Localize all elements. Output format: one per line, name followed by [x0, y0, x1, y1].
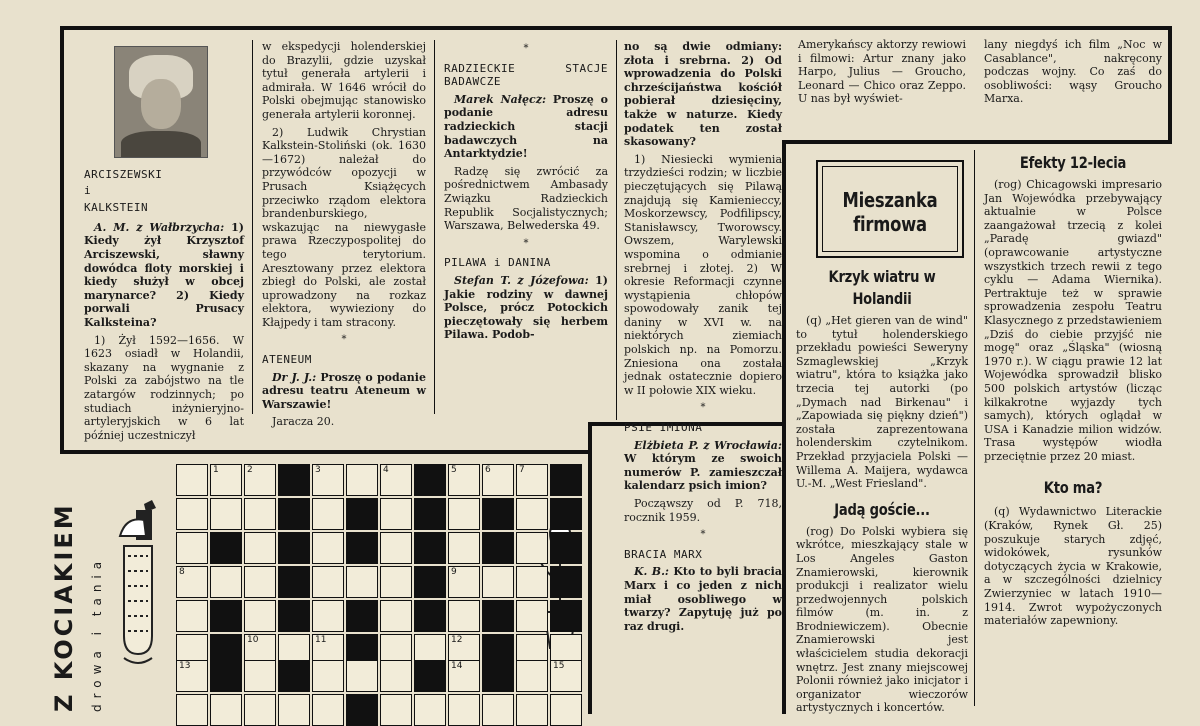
crossword-cell[interactable] — [448, 600, 480, 632]
portrait-shoulders — [121, 131, 201, 158]
answer-text: Począwszy od P. 718, rocznik 1959. — [624, 497, 782, 524]
crossword-subtitle: drowa i tania — [90, 555, 104, 712]
crossword-cell[interactable] — [244, 600, 276, 632]
question-text: Proszę o podanie adresu radzieckich stacji badawczych na Antarktydzie! — [444, 92, 608, 161]
crossword-cell[interactable] — [346, 464, 378, 496]
crossword-cell[interactable] — [516, 464, 548, 496]
crossword-black-cell — [414, 498, 446, 530]
question-author: Marek Nałęcz: — [454, 92, 547, 106]
krzyk-title: Krzyk wiatru w Holandii — [828, 267, 936, 308]
crossword-cell[interactable] — [346, 566, 378, 598]
crossword-cell[interactable] — [278, 694, 310, 726]
crossword-cell[interactable] — [550, 694, 582, 726]
krzyk-text: (q) „Het gieren van de wind" to tytuł holenderskiego przekładu powieści Seweryny Szmaglewskiej „Krzyk wiatru", która to książka jako trzecia tej autorki (po „Dymach nad Birkenau" i „Zapowiada się piękny dzień") została zaprezentowana holenderskim czytelnikom. Przekład przyjaciela Polski — Willema A. Maijera, wydawca U.-M. „West Friesland". — [796, 314, 968, 491]
crossword-black-cell — [278, 600, 310, 632]
crossword-number: 5 — [451, 465, 457, 475]
krzyk-section — [796, 266, 968, 719]
portrait-face — [141, 79, 181, 129]
column-divider — [434, 40, 435, 414]
crossword-black-cell — [414, 660, 446, 692]
crossword-black-cell — [278, 660, 310, 692]
column-3 — [444, 40, 608, 346]
answer-text: 2) Ludwik Chrystian Kalkstein-Stoliński (ok. 1630—1672) należał do przywódców opozycji w Prusach Książęcych przeciwko rządom elektora brandenburskiego, wskazując na niewygasłe prawa Rzeczypospolitej do tego terytorium. Aresztowany przez elektora zbiegł do Polski, ale został uprowadzony na rozkaz elektora, wywieziony do Kłajpedy i tam stracony. — [262, 125, 426, 329]
crossword-cell[interactable] — [176, 566, 208, 598]
separator-star: * — [700, 402, 706, 414]
answer-text: Radzę się zwrócić za pośrednictwem Ambasady Związku Radzieckich Republik Socjalistycznych; Warszawa, Belwederska 49. — [444, 164, 608, 233]
crossword-cell[interactable] — [448, 498, 480, 530]
frame-box-top — [782, 140, 1172, 144]
crossword-cell[interactable] — [244, 566, 276, 598]
crossword-cell[interactable] — [380, 660, 412, 692]
crossword-cell[interactable] — [516, 660, 548, 692]
answer-text: Jaracza 20. — [272, 415, 335, 429]
crossword-black-cell — [278, 464, 310, 496]
crossword-cell[interactable] — [516, 498, 548, 530]
crossword-title: Z KOCIAKIEM — [50, 502, 78, 712]
crossword-cell[interactable] — [312, 464, 344, 496]
column-divider — [616, 40, 617, 420]
crossword-cell[interactable] — [312, 532, 344, 564]
crossword-cell[interactable] — [414, 694, 446, 726]
crossword-black-cell — [550, 532, 582, 564]
crossword-cell[interactable] — [210, 498, 242, 530]
crossword-number: 10 — [247, 635, 259, 645]
crossword-number: 3 — [315, 465, 321, 475]
crossword-cell[interactable] — [176, 694, 208, 726]
crossword-number: 12 — [451, 635, 463, 645]
crossword-black-cell — [414, 600, 446, 632]
question-author: Dr J. J.: — [272, 370, 317, 384]
crossword-cell[interactable] — [346, 660, 378, 692]
crossword-cell[interactable] — [482, 566, 514, 598]
crossword-cell[interactable] — [448, 464, 480, 496]
crossword-cell[interactable] — [176, 464, 208, 496]
crossword-cell[interactable] — [244, 660, 276, 692]
crossword-black-cell — [482, 532, 514, 564]
question-text: W którym ze swoich numerów P. zamieszczał kalendarz psich imion? — [624, 452, 782, 493]
separator-star: * — [523, 237, 529, 249]
question-text: Proszę o podanie adresu teatru Ateneum w Warszawie! — [262, 370, 426, 411]
crossword-side-title — [50, 462, 78, 712]
crossword-black-cell — [210, 600, 242, 632]
caption-line: KALKSTEIN — [84, 201, 149, 215]
crossword-black-cell — [414, 464, 446, 496]
crossword-side-sub — [86, 512, 105, 712]
efekty-title: Efekty 12-lecia — [1019, 153, 1127, 172]
mieszanka-box — [816, 160, 964, 258]
crossword-cell[interactable] — [448, 566, 480, 598]
question-text: 1) Kiedy żył Krzysztof Arciszewski, sławny dowódca floty morskiej i kiedy służył w obcej marynarce? 2) Kiedy porwali Prusacy Kalksteina? — [84, 220, 244, 329]
separator-star: * — [700, 529, 706, 541]
column-4 — [624, 40, 782, 637]
section-heading: BRACIA MARX — [624, 547, 703, 561]
column-5 — [798, 38, 966, 110]
crossword-black-cell — [346, 498, 378, 530]
column-2 — [262, 40, 426, 433]
crossword-cell[interactable] — [176, 532, 208, 564]
crossword-cell[interactable] — [380, 694, 412, 726]
crossword-number: 11 — [315, 635, 327, 645]
crossword-cell[interactable] — [516, 566, 548, 598]
crossword-cell[interactable] — [482, 464, 514, 496]
efekty-section — [984, 152, 1162, 632]
crossword-cell[interactable] — [312, 694, 344, 726]
crossword-cell[interactable] — [448, 532, 480, 564]
crossword-black-cell — [346, 694, 378, 726]
column-6 — [984, 38, 1162, 110]
crossword-black-cell — [346, 532, 378, 564]
portrait-caption — [84, 168, 244, 215]
question-text: no są dwie odmiany: złota i srebrna. 2) Od wprowadzenia do Polski chrześcijaństwa kościół pobierał dziesięciny, także w naturze. Kiedy podatek ten został skasowany? — [624, 40, 782, 149]
crossword-black-cell — [550, 566, 582, 598]
crossword-number: 13 — [179, 661, 191, 671]
question-author: A. M. z Wałbrzycha: — [94, 220, 225, 234]
crossword-cell[interactable] — [380, 566, 412, 598]
crossword-black-cell — [278, 532, 310, 564]
crossword-cell[interactable] — [380, 532, 412, 564]
frame-top-rule — [60, 26, 1172, 30]
ktoma-text: (q) Wydawnictwo Literackie (Kraków, Rynek Gł. 25) poszukuje starych zdjęć, widokówek, rysunków dotyczących życia w Krakowie, a w szczególności dzielnicy Zwierzyniec w latach 1910—1914. Zwrot wypożyczonych materiałów zapewniony. — [984, 505, 1162, 628]
ktoma-title: Kto ma? — [1043, 478, 1103, 498]
caption-line: ARCISZEWSKI — [84, 168, 163, 181]
crossword-black-cell — [550, 600, 582, 632]
column-divider — [974, 150, 975, 706]
crossword-black-cell — [346, 600, 378, 632]
crossword-cell[interactable] — [176, 498, 208, 530]
crossword-cell[interactable] — [448, 660, 480, 692]
siphon-illustration — [106, 496, 170, 686]
crossword-black-cell — [482, 660, 514, 692]
crossword-cell[interactable] — [312, 498, 344, 530]
column-1 — [84, 40, 244, 446]
crossword-cell[interactable] — [312, 660, 344, 692]
crossword-cell[interactable] — [380, 600, 412, 632]
answer-text: w ekspedycji holenderskiej do Brazylii, gdzie uzyskał tytuł generała artylerii i admirała. W 1646 wrócił do Polski obejmując stanowisko generała artylerii koronnej. — [262, 40, 426, 121]
question-text: Kto to byli bracia Marx i co jeden z nich miał osobliwego w twarzy? Zapytuję już po raz drugi. — [624, 565, 782, 633]
crossword-cell[interactable] — [176, 600, 208, 632]
answer-text: Amerykańscy aktorzy rewiowi i filmowi: Artur znany jako Harpo, Julius — Groucho, Leonard — Chico oraz Zeppo. U nas był wyświet- — [798, 38, 966, 106]
frame-mid-rule — [60, 450, 590, 454]
jada-text: (rog) Do Polski wybiera się wkrótce, mieszkający stale w Los Angeles Gaston Znamierowski, kierownik produkcji i realizator wielu przedwojennych polskich filmów (m. in. z Brodniewiczem). Obecnie Znamierowski jest właścicielem studia dekoracji wnętrz. Jest znany miejscowej Polonii również jako inicjator i organizator wieczorów artystycznych i koncertów. — [796, 524, 968, 715]
crossword-black-cell — [210, 532, 242, 564]
jada-title: Jadą goście... — [834, 499, 930, 519]
crossword-cell[interactable] — [210, 566, 242, 598]
crossword-black-cell — [278, 498, 310, 530]
question-author: K. B.: — [634, 565, 669, 579]
frame-left-rule — [60, 26, 64, 454]
separator-star: * — [523, 43, 529, 54]
crossword-number: 4 — [383, 465, 389, 475]
crossword-cell[interactable] — [312, 600, 344, 632]
separator-star: * — [341, 334, 347, 346]
section-heading: RADZIECKIE STACJE BADAWCZE — [444, 61, 608, 89]
column-divider — [252, 40, 253, 414]
crossword-number: 15 — [553, 661, 565, 671]
crossword-black-cell — [414, 566, 446, 598]
question-author: Elżbieta P. z Wrocławia: — [634, 438, 782, 452]
crossword-cell[interactable] — [244, 532, 276, 564]
crossword-grid — [176, 464, 584, 714]
crossword-black-cell — [210, 660, 242, 692]
crossword-black-cell — [278, 566, 310, 598]
crossword-cell[interactable] — [244, 694, 276, 726]
answer-text: lany niegdyś ich film „Noc w Casablance", nakręcony podczas wojny. Co zaś do osobliwości: wąsy Groucho Marxa. — [984, 38, 1162, 106]
crossword-number: 1 — [213, 465, 219, 475]
crossword-black-cell — [550, 464, 582, 496]
crossword-cell[interactable] — [448, 694, 480, 726]
crossword-number: 8 — [179, 567, 185, 577]
section-heading: PILAWA i DANINA — [444, 256, 551, 270]
section-heading: PSIE IMIONA — [624, 421, 703, 435]
crossword-number: 2 — [247, 465, 253, 475]
mieszanka-title: Mieszanka firmowa — [842, 188, 938, 236]
crossword-cell[interactable] — [550, 660, 582, 692]
crossword-cell[interactable] — [482, 694, 514, 726]
crossword-cell[interactable] — [312, 566, 344, 598]
crossword-black-cell — [414, 532, 446, 564]
question-author: Stefan T. z Józefowa: — [454, 273, 589, 287]
crossword-number: 7 — [519, 465, 525, 475]
crossword-cell[interactable] — [210, 464, 242, 496]
crossword-cell[interactable] — [516, 600, 548, 632]
crossword-cell[interactable] — [380, 498, 412, 530]
crossword-number: 6 — [485, 465, 491, 475]
frame-right-col-rule — [782, 142, 786, 714]
question-text: 1) Jakie rodziny w dawnej Polsce, prócz Potockich pieczętowały się herbem Pilawa. Podob- — [444, 273, 608, 342]
crossword-black-cell — [482, 498, 514, 530]
portrait-photo — [114, 46, 208, 158]
crossword-cell[interactable] — [244, 464, 276, 496]
answer-text: 1) Niesiecki wymienia trzydzieści rodzin; w liczbie pieczętujących się Pilawą znajdują się Kamienieccy, Moskorzewscy, Podfilipscy, Stanisławscy, Tworowscy. Owszem, Warylewski wspomina o odmianie srebrnej i złotej. 2) W okresie Reformacji czynne wystąpienia chłopów spowodowały zanik tej daniny w XVI w. na niektórych ziemiach polskich np. na Pomorzu. Zniesiona ona została jednak ostatecznie dopiero w II połowie XIX wieku. — [624, 152, 782, 397]
crossword-cell[interactable] — [176, 660, 208, 692]
crossword-cell[interactable] — [380, 464, 412, 496]
frame-step-rule — [588, 422, 592, 714]
answer-text: 1) Żył 1592—1656. W 1623 osiadł w Holandii, skazany na wygnanie z Polski za zabójstwo na tle zatargów rodzinnych; po studiach inżynieryjno-artyleryjskich w 6 lat później uczestniczył — [84, 333, 244, 442]
crossword-black-cell — [550, 498, 582, 530]
crossword-number: 9 — [451, 567, 457, 577]
caption-line: i — [84, 183, 92, 197]
crossword-number: 14 — [451, 661, 463, 671]
efekty-text: (rog) Chicagowski impresario Jan Wojewódka przebywający aktualnie w Polsce zaangażował trzecią z kolei „Paradę gwiazd" (oprawcowanie artystyczne wszystkich trzech rewii z tego cyklu — Adama Wiernika). Pertraktuje też w sprawie sprowadzenia zespołu Teatru Klasycznego z przedstawieniem „Dziś do ciebie przyjść nie mogę" oraz „Śląska" (wiosną 1970 r.). W ciągu prawie 12 lat Wojewódka sprowadził blisko 500 polskich artystów (licząc kilkakrotne wyjazdy tych samych), których oglądał w USA i Kanadzie milion widzów. Trasa występów wiodła przeciętnie przez 20 miast. — [984, 178, 1162, 463]
crossword-cell[interactable] — [244, 498, 276, 530]
crossword-cell[interactable] — [516, 532, 548, 564]
section-heading: ATENEUM — [262, 353, 312, 367]
crossword-cell[interactable] — [210, 694, 242, 726]
frame-right-rule — [1168, 26, 1172, 142]
crossword-cell[interactable] — [516, 694, 548, 726]
crossword-black-cell — [482, 600, 514, 632]
